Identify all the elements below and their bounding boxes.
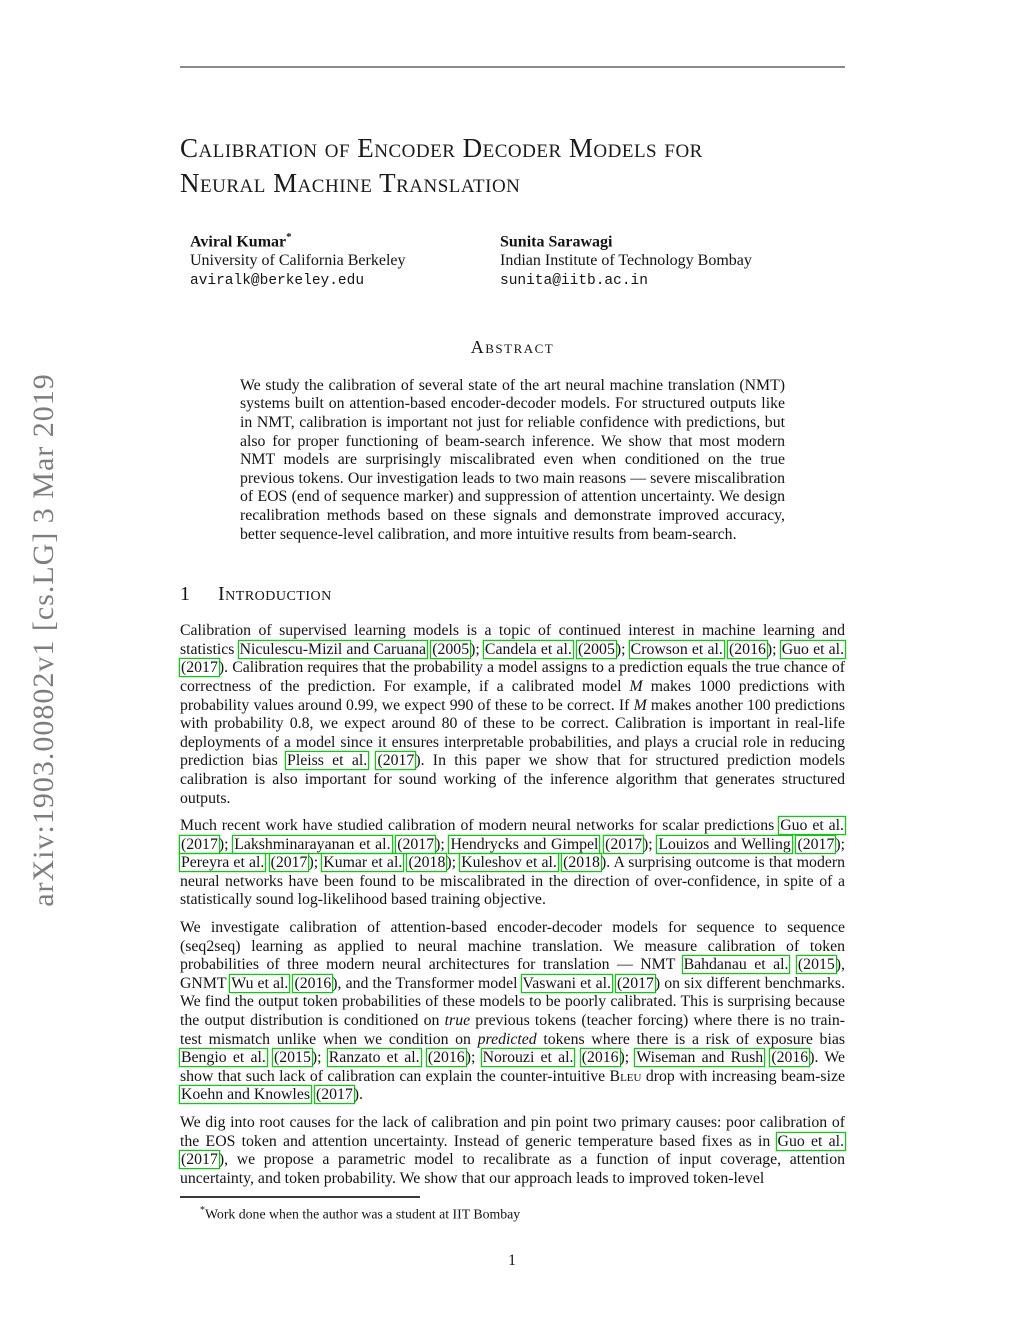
author-1: [190, 228, 490, 291]
paper-title-line-1: Calibration of Encoder Decoder Models for: [180, 133, 703, 163]
citation-link[interactable]: (2017: [605, 835, 643, 853]
citation-link[interactable]: (2017: [397, 835, 435, 853]
citation-link[interactable]: Crowson et al.: [630, 640, 723, 658]
paragraph: We investigate calibration of attention-based encoder-decoder models for sequence to sequence (seq2seq) learning as applied to neural machine translation. We measure calibration of token probabilities of three modern neural architectures for translation — NMT Bahdanau et al. (2015), GNMT Wu et al. (2016), and the Transformer model Vaswani et al. (2017) on six different benchmarks. We find the output token probabilities of these models to be poorly calibrated. This is surprising because the output distribution is conditioned on true previous tokens (teacher forcing) where there is no train-test mismatch unlike when we condition on predicted tokens where there is a risk of exposure bias Bengio et al. (2015); Ranzato et al. (2016); Norouzi et al. (2016); Wiseman and Rush (2016). We show that such lack of calibration can explain the counter-intuitive Bleu drop with increasing beam-size Koehn and Knowles (2017).: [180, 919, 846, 1104]
footnote-area: [180, 1196, 845, 1222]
author-1-email: aviralk@berkeley.edu: [190, 273, 365, 290]
footnote-text: Work done when the author was a student at IIT Bombay: [205, 1206, 521, 1222]
citation-link[interactable]: Kumar et al.: [323, 854, 403, 872]
text-emphasis: M: [633, 696, 647, 714]
citation-link[interactable]: Guo et al.: [781, 640, 845, 658]
author-2-name: [500, 228, 752, 252]
citation-link[interactable]: Guo et al.: [777, 1132, 844, 1150]
citation-link[interactable]: (2017: [315, 1086, 353, 1104]
author-1-name: [190, 228, 490, 252]
citation-link[interactable]: Vaswani et al.: [522, 974, 611, 992]
paragraph: We dig into root causes for the lack of calibration and pin point two primary causes: poor calibration of the EOS token and attention uncertainty. Instead of generic temperature based fixes as in Guo et al. (2017), we propose a parametric model to recalibrate as a function of input coverage, attention uncertainty, and token probability. We show that our approach leads to improved token-level: [180, 1114, 845, 1187]
author-2-name-text: Sunita Sarawagi: [500, 233, 613, 251]
citation-link[interactable]: (2016: [771, 1049, 809, 1067]
citation-link[interactable]: Koehn and Knowles: [181, 1086, 310, 1104]
citation-link[interactable]: Norouzi et al.: [482, 1049, 574, 1067]
citation-link[interactable]: (2016: [729, 640, 766, 658]
paper-title: [180, 0, 845, 201]
citation-link[interactable]: Wiseman and Rush: [636, 1049, 764, 1067]
citation-link[interactable]: (2016: [581, 1049, 619, 1067]
citation-link[interactable]: (2016: [294, 974, 332, 992]
citation-link[interactable]: (2017: [797, 835, 835, 853]
citation-link[interactable]: (2017: [377, 752, 415, 770]
footnote-marker: *: [200, 1204, 205, 1216]
citation-link[interactable]: (2016: [427, 1049, 465, 1067]
citation-link[interactable]: (2017: [181, 1151, 218, 1169]
citation-link[interactable]: (2017: [270, 854, 308, 872]
text-emphasis: M: [629, 677, 643, 695]
citation-link[interactable]: Bengio et al.: [181, 1049, 266, 1067]
paragraph: Much recent work have studied calibration of modern neural networks for scalar predictions Guo et al. (2017); Lakshminarayanan et al. (2017); Hendrycks and Gimpel (2017); Louizos and Welling (2017); Pereyra et al. (2017); Kumar et al. (2018); Kuleshov et al. (2018). A surprising outcome is that modern neural networks have been found to be miscalibrated in the direction of over-confidence, in spite of a statistically sound log-likelihood based training objective.: [180, 817, 846, 909]
text-emphasis: predicted: [477, 1030, 537, 1048]
citation-link[interactable]: Pereyra et al.: [181, 854, 265, 872]
citation-link[interactable]: Lakshminarayanan et al.: [234, 835, 391, 853]
author-block: [190, 228, 845, 291]
section-heading-introduction: [180, 583, 845, 606]
citation-link[interactable]: (2005: [577, 640, 615, 658]
citation-link[interactable]: Hendrycks and Gimpel: [450, 835, 599, 853]
section-title: Introduction: [218, 583, 332, 606]
text-emphasis: Bleu: [609, 1067, 642, 1085]
author-1-name-text: Aviral Kumar: [190, 233, 287, 251]
citation-link[interactable]: Ranzato et al.: [328, 1049, 420, 1067]
author-2-affiliation: Indian Institute of Technology Bombay: [500, 251, 752, 269]
citation-link[interactable]: (2018: [563, 854, 600, 872]
citation-link[interactable]: Niculescu-Mizil and Caruana: [239, 640, 427, 658]
citation-link[interactable]: (2017: [181, 835, 218, 853]
author-1-footnote-marker: *: [286, 231, 292, 243]
page-number: 1: [508, 1252, 516, 1269]
author-2-email: sunita@iitb.ac.in: [500, 273, 648, 290]
footnote-rule: [180, 1196, 420, 1198]
citation-link[interactable]: Louizos and Welling: [658, 835, 791, 853]
citation-link[interactable]: Pleiss et al.: [287, 752, 368, 770]
citation-link[interactable]: (2015: [797, 956, 835, 974]
citation-link[interactable]: (2005: [432, 640, 470, 658]
footnote: [180, 1202, 845, 1223]
section-number: 1: [180, 583, 191, 606]
citation-link[interactable]: Candela et al.: [484, 640, 572, 658]
citation-link[interactable]: Bahdanau et al.: [683, 956, 789, 974]
abstract-heading: Abstract: [470, 336, 555, 357]
citation-link[interactable]: (2018: [408, 854, 446, 872]
text-emphasis: true: [444, 1012, 471, 1030]
author-1-affiliation: University of California Berkeley: [190, 251, 406, 269]
paper-title-line-2: Neural Machine Translation: [180, 168, 521, 198]
paragraph: Calibration of supervised learning models is a topic of continued interest in machine learning and statistics Niculescu-Mizil and Caruana (2005); Candela et al. (2005); Crowson et al. (2016); Guo et al. (2017). Calibration requires that the probability a model assigns to a prediction equals the true chance of correctness of the prediction. For example, if a calibrated model M makes 1000 predictions with probability values around 0.99, we expect 990 of these to be correct. If M makes another 100 predictions with probability 0.8, we expect around 80 of these to be correct. Calibration is important in real-life deployments of a model since it ensures interpretable probabilities, and plays a crucial role in reducing prediction bias Pleiss et al. (2017). In this paper we show that for structured prediction models calibration is also important for sound working of the inference algorithm that generates structured outputs.: [180, 622, 845, 807]
introduction-paragraphs: [180, 622, 845, 1188]
citation-link[interactable]: (2017: [617, 974, 654, 992]
abstract-text: We study the calibration of several state of the art neural machine translation (NMT) systems built on attention-based encoder-decoder models. For structured outputs like in NMT, calibration is important not just for reliable confidence with predictions, but also for proper functioning of beam-search inference. We show that most modern NMT models are surprisingly miscalibrated even when conditioned on the true previous tokens. Our investigation leads to two main reasons — severe miscalibration of EOS (end of sequence marker) and suppression of attention uncertainty. We design recalibration methods based on these signals and demonstrate improved accuracy, better sequence-level calibration, and more intuitive results from beam-search.: [240, 376, 785, 543]
text-column: [180, 0, 845, 1188]
citation-link[interactable]: (2017: [181, 659, 218, 677]
author-2: [500, 228, 752, 291]
arxiv-watermark: arXiv:1903.00802v1 [cs.LG] 3 Mar 2019: [27, 373, 60, 907]
citation-link[interactable]: Kuleshov et al.: [461, 854, 557, 872]
citation-link[interactable]: (2015: [274, 1049, 311, 1067]
citation-link[interactable]: Guo et al.: [780, 817, 844, 835]
citation-link[interactable]: Wu et al.: [231, 974, 289, 992]
